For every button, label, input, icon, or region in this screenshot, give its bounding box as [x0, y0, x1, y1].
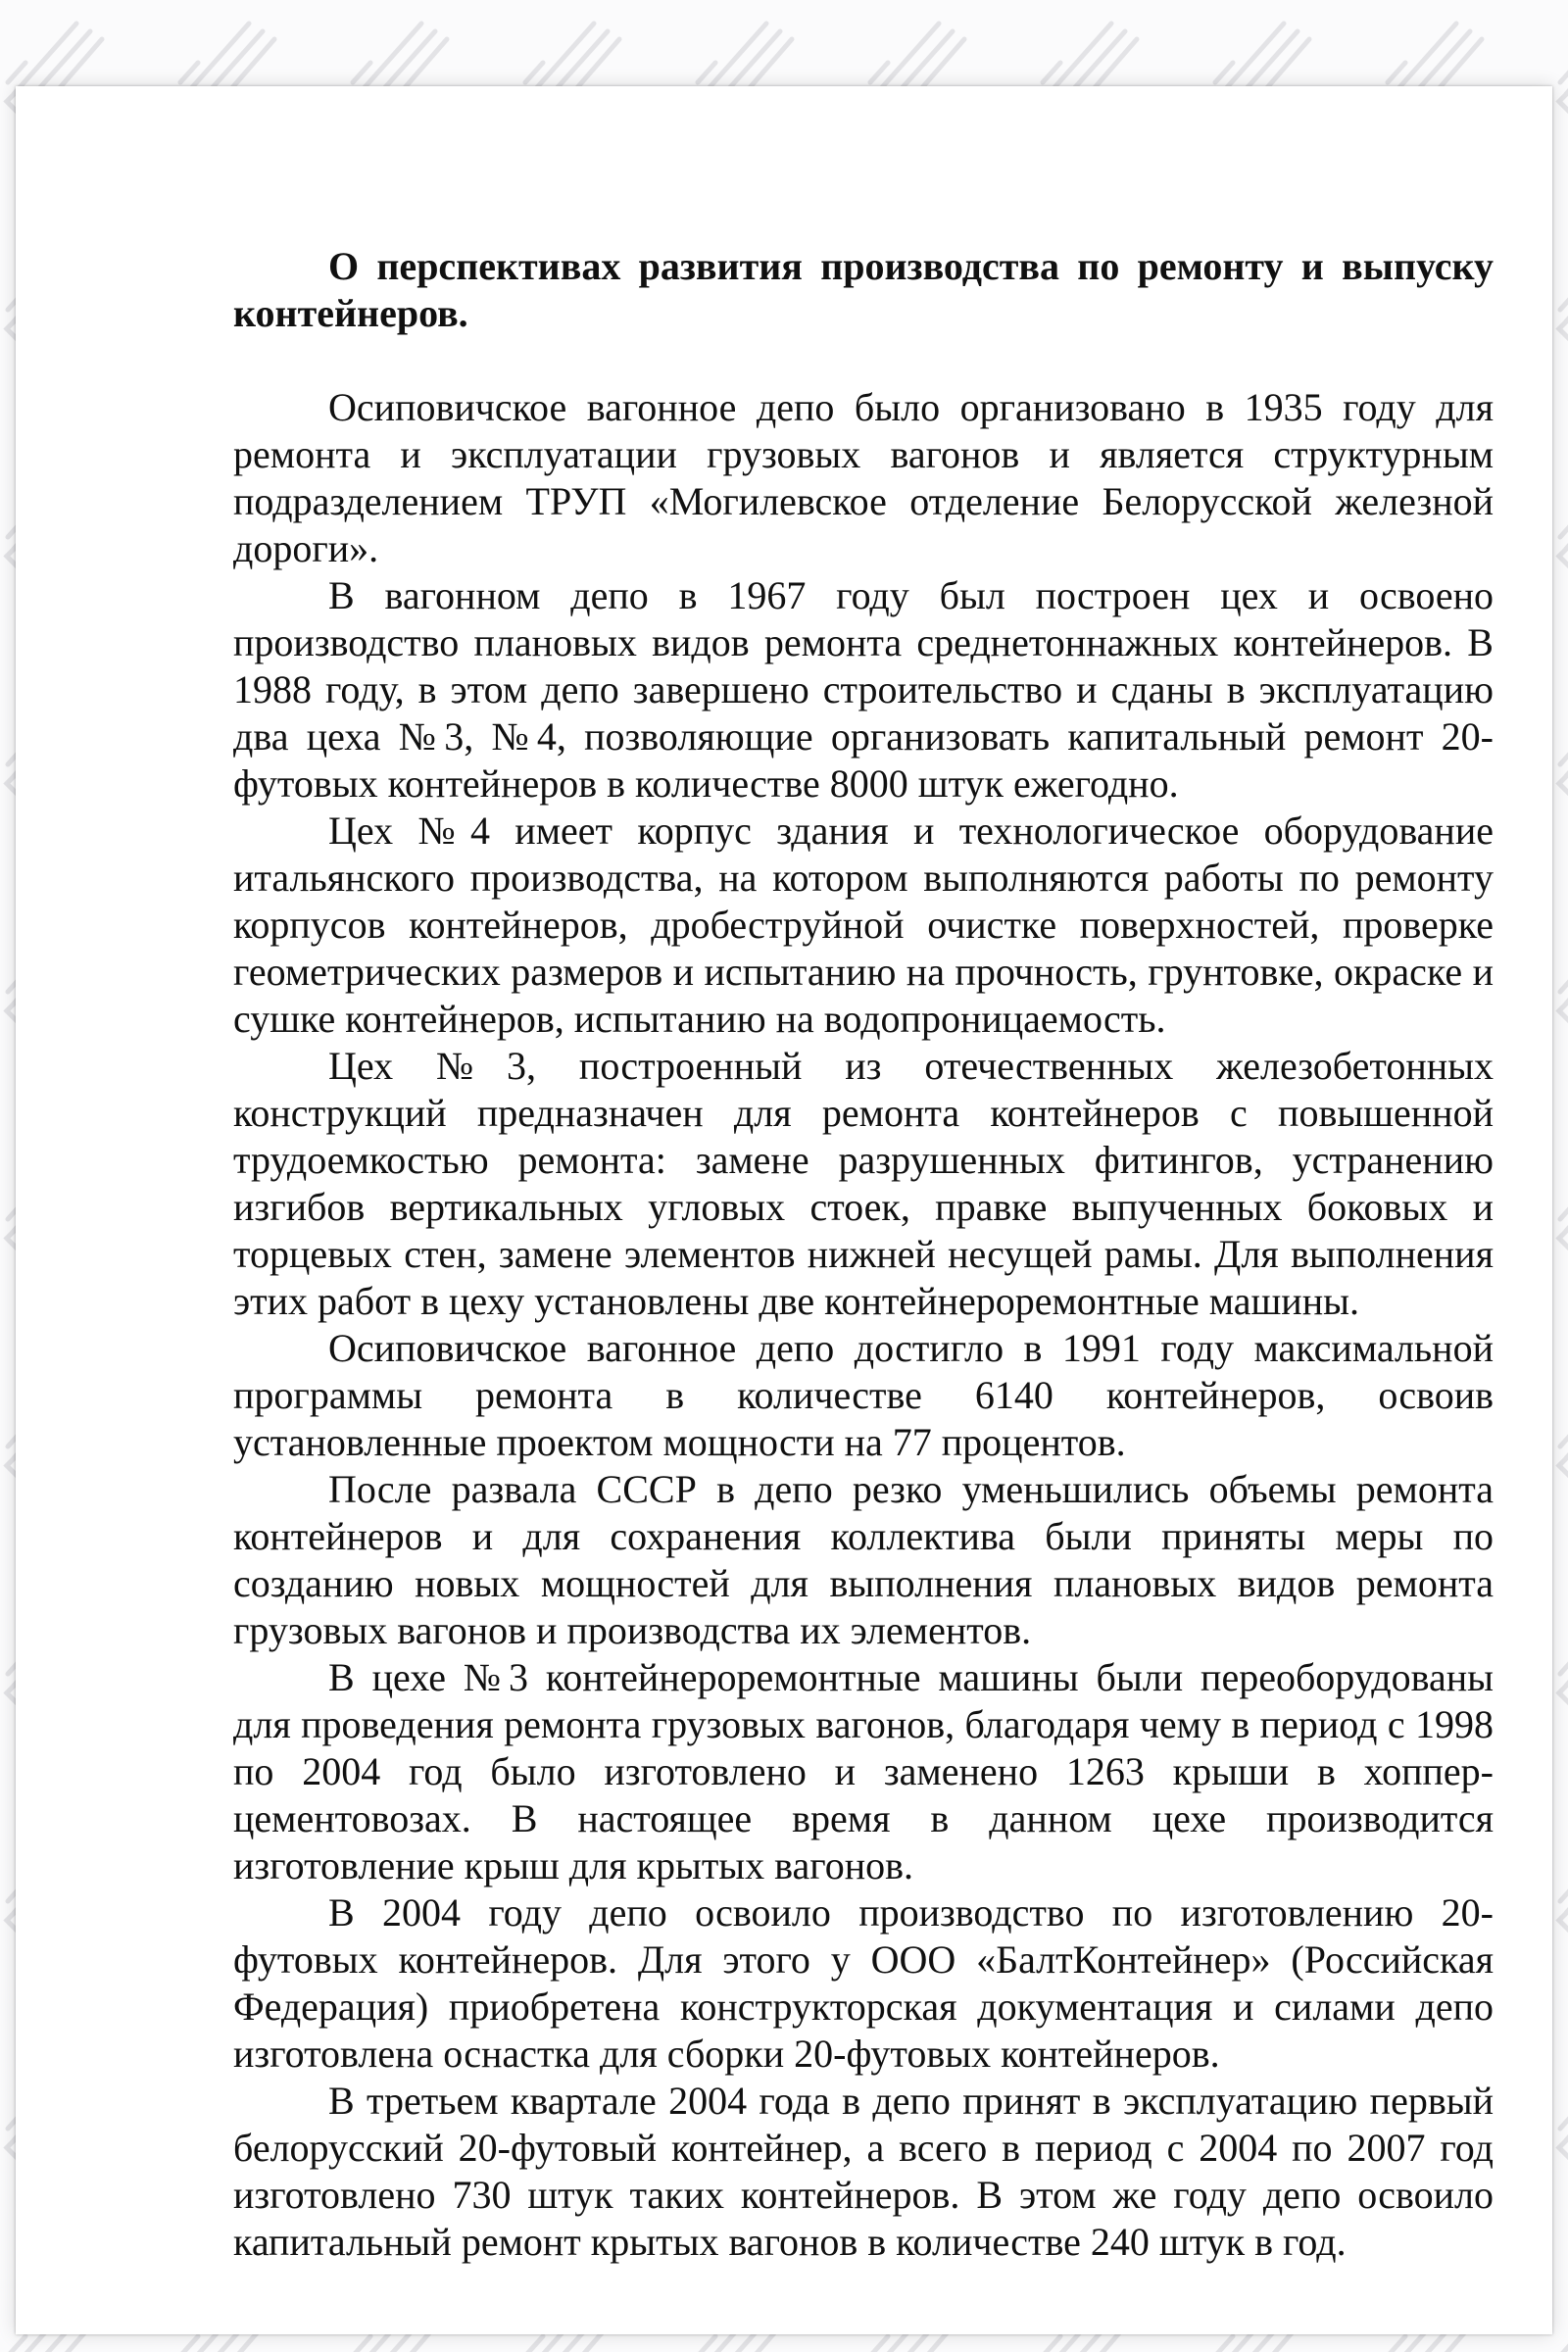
document-content — [233, 243, 1494, 2266]
paragraph-5: Осиповичское вагонное депо достигло в 1991 году максимальной программы ремонта в количестве 6140 контейнеров, освоив установленные проектом мощности на 77 процентов. — [233, 1326, 1494, 1464]
paragraph-6: После развала СССР в депо резко уменьшились объемы ремонта контейнеров и для сохранения коллектива были приняты меры по созданию новых мощностей для выполнения плановых видов ремонта грузовых вагонов и производства их элементов. — [233, 1467, 1494, 1652]
document-title: О перспективах развития производства по ремонту и выпуску контейнеров. — [233, 244, 1494, 335]
paragraph-4: Цех №3, построенный из отечественных железобетонных конструкций предназначен для ремонта контейнеров с повышенной трудоемкостью ремонта: замене разрушенных фитингов, устранению изгибов вертикальных угловых стоек, правке выпученных боковых и торцевых стен, замене элементов нижней несущей рамы. Для выполнения этих работ в цеху установлены две контейнероремонтные машины. — [233, 1044, 1494, 1323]
paragraph-2: В вагонном депо в 1967 году был построен цех и освоено производство плановых видов ремонта среднетоннажных контейнеров. В 1988 году, в этом депо завершено строительство и сданы в эксплуатацию два цеха №3, №4, позволяющие организовать капитальный ремонт 20-футовых контейнеров в количестве 8000 штук ежегодно. — [233, 573, 1494, 806]
paragraph-9: В третьем квартале 2004 года в депо принят в эксплуатацию первый белорусский 20-футовый контейнер, а всего в период с 2004 по 2007 год изготовлено 730 штук таких контейнеров. В этом же году депо освоило капитальный ремонт крытых вагонов в количестве 240 штук в год. — [233, 2079, 1494, 2264]
document-page — [16, 86, 1552, 2334]
paragraph-8: В 2004 году депо освоило производство по изготовлению 20-футовых контейнеров. Для этого у ООО «БалтКонтейнер» (Российская Федерация) приобретена конструкторская документация и силами депо изготовлена оснастка для сборки 20-футовых контейнеров. — [233, 1890, 1494, 2076]
paragraph-7: В цехе №3 контейнероремонтные машины были переоборудованы для проведения ремонта грузовых вагонов, благодаря чему в период с 1998 по 2004 год было изготовлено и заменено 1263 крыши в хоппер-цементовозах. В настоящее время в данном цехе производится изготовление крыш для крытых вагонов. — [233, 1655, 1494, 1887]
paragraph-1: Осиповичское вагонное депо было организовано в 1935 году для ремонта и эксплуатации грузовых вагонов и является структурным подразделением ТРУП «Могилевское отделение Белорусской железной дороги». — [233, 385, 1494, 570]
paragraph-3: Цех №4 имеет корпус здания и технологическое оборудование итальянского производства, на котором выполняются работы по ремонту корпусов контейнеров, дробеструйной очистке поверхностей, проверке геометрических размеров и испытанию на прочность, грунтовке, окраске и сушке контейнеров, испытанию на водопроницаемость. — [233, 808, 1494, 1041]
